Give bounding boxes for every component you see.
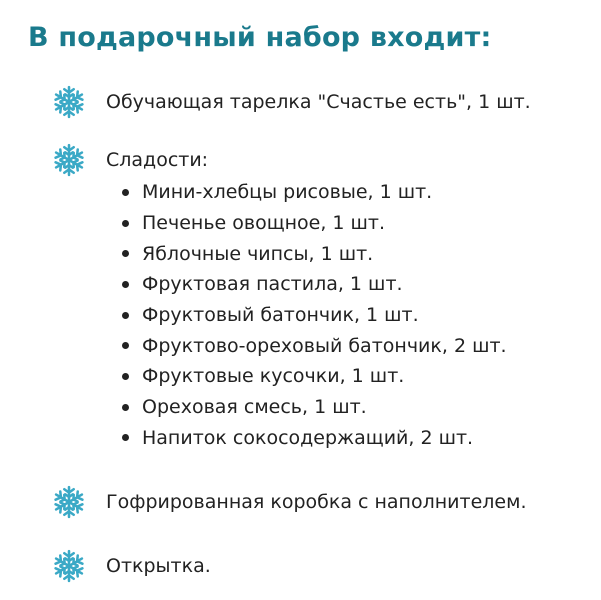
sweets-list-item [122,330,507,361]
sweets-item-label: Ореховая смесь, 1 шт. [142,396,367,419]
sweets-item-label: Яблочные чипсы, 1 шт. [142,242,374,265]
sweets-list-item [122,361,507,392]
bullet-icon [122,189,129,196]
sweets-list-item [122,238,507,269]
sweets-list [122,177,507,453]
list-item-box [52,484,527,520]
bullet-icon [122,342,129,349]
list-item-card [52,548,211,584]
sweets-list-item [122,392,507,423]
list-item-plate [52,84,531,120]
bullet-icon [122,250,129,257]
snowflake-icon [52,485,86,519]
sweets-list-item [122,423,507,454]
list-item-label: Обучающая тарелка "Счастье есть", 1 шт. [106,91,531,113]
sweets-list-item [122,208,507,239]
bullet-icon [122,281,129,288]
sweets-item-label: Мини-хлебцы рисовые, 1 шт. [142,181,433,204]
bullet-icon [122,434,129,441]
snowflake-icon [52,143,86,177]
sweets-item-label: Фруктово-ореховый батончик, 2 шт. [142,334,507,357]
bullet-icon [122,404,129,411]
snowflake-icon [52,549,86,583]
sweets-item-label: Напиток сокосодержащий, 2 шт. [142,426,474,449]
sweets-list-item [122,177,507,208]
list-item-sweets [52,142,208,178]
sweets-item-label: Фруктовый батончик, 1 шт. [142,304,419,327]
bullet-icon [122,312,129,319]
sweets-item-label: Печенье овощное, 1 шт. [142,212,386,235]
bullet-icon [122,220,129,227]
list-item-label: Сладости: [106,149,209,171]
page-title: В подарочный набор входит: [28,22,492,53]
sweets-item-label: Фруктовая пастила, 1 шт. [142,273,403,296]
sweets-list-item [122,269,507,300]
bullet-icon [122,373,129,380]
sweets-item-label: Фруктовые кусочки, 1 шт. [142,365,405,388]
list-item-label: Открытка. [106,555,211,577]
sweets-list-item [122,300,507,331]
snowflake-icon [52,85,86,119]
list-item-label: Гофрированная коробка с наполнителем. [106,491,527,513]
